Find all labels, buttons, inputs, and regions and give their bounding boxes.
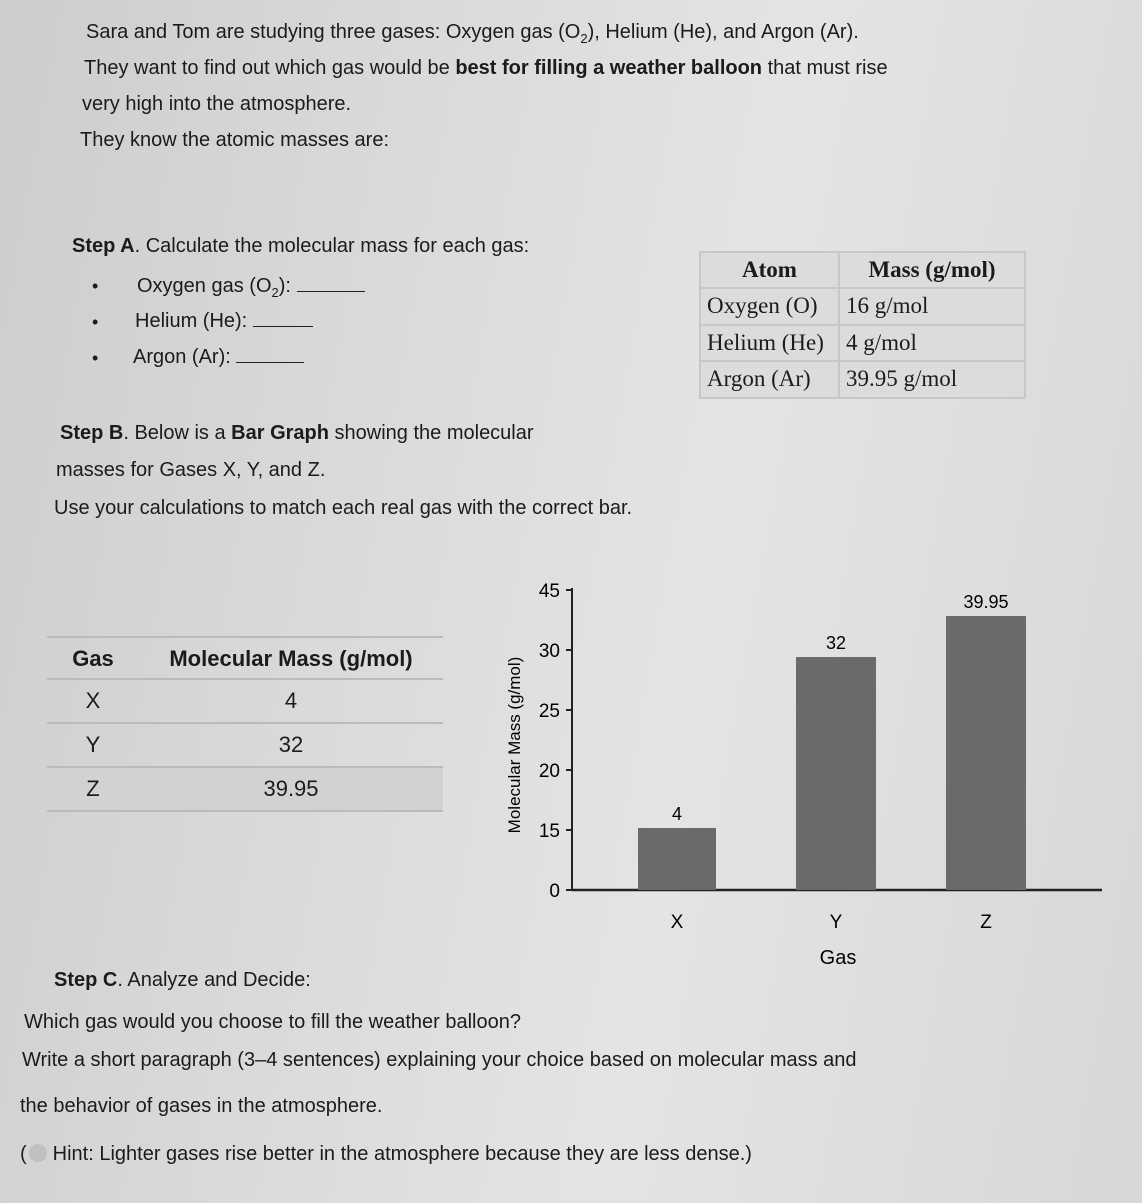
atom-cell: Argon (Ar) <box>700 361 839 397</box>
argon-answer-blank[interactable] <box>236 361 304 363</box>
step-a-helium: Helium (He): <box>135 309 313 333</box>
oxygen-answer-blank[interactable] <box>297 290 365 292</box>
step-c-heading: Step C. Analyze and Decide: <box>54 969 311 991</box>
step-a-heading: Step A. Calculate the molecular mass for each gas: <box>72 235 530 257</box>
y-tick-label: 20 <box>538 761 560 782</box>
intro-line-2: They want to find out which gas would be best for filling a weather balloon that must rise <box>84 57 888 79</box>
molecular-mass-cell: 4 <box>139 679 443 723</box>
molecular-mass-bar-chart <box>480 560 1110 980</box>
bar-z <box>946 616 1026 890</box>
molecular-mass-cell: 32 <box>139 723 443 767</box>
x-tick-label: Z <box>980 912 992 933</box>
bar-y <box>796 657 876 890</box>
gas-cell: X <box>47 679 139 723</box>
hint-text: ( Hint: Lighter gases rise better in the atmosphere because they are less dense.) <box>20 1143 752 1165</box>
bar-data-label: 32 <box>825 633 847 654</box>
step-a-argon: Argon (Ar): <box>133 345 304 369</box>
mass-header: Mass (g/mol) <box>839 252 1025 288</box>
bullet-icon: • <box>92 348 99 368</box>
bar-data-label: 4 <box>671 804 683 824</box>
gas-cell: Y <box>47 723 139 767</box>
intro-line-4: They know the atomic masses are: <box>80 129 390 151</box>
x-tick-label: Y <box>829 912 843 933</box>
x-tick-label: X <box>670 912 684 933</box>
gas-mass-table <box>47 636 443 812</box>
atomic-mass-table <box>699 251 1026 399</box>
y-tick-label: 30 <box>538 641 560 662</box>
bullet-icon: • <box>92 276 99 296</box>
atom-header: Atom <box>700 252 839 288</box>
y-tick-label: 25 <box>538 701 560 722</box>
molecular-mass-cell: 39.95 <box>139 767 443 811</box>
step-b-line-2: masses for Gases X, Y, and Z. <box>56 459 326 481</box>
y-tick-label: 15 <box>538 821 560 842</box>
mass-cell: 39.95 g/mol <box>839 361 1025 397</box>
step-c-question: Which gas would you choose to fill the weather balloon? <box>24 1011 521 1033</box>
bar-data-label: 39.95 <box>963 592 1009 613</box>
step-c-instruction-1: Write a short paragraph (3–4 sentences) explaining your choice based on molecular mass and <box>22 1049 857 1071</box>
intro-line-1: Sara and Tom are studying three gases: Oxygen gas $(O_2)$, Helium (He), and Argon (Ar). <box>86 21 859 46</box>
y-tick-label: 0 <box>549 881 560 902</box>
step-a-oxygen: Oxygen gas $(O_2)$: <box>137 274 365 301</box>
lightbulb-icon <box>29 1144 47 1162</box>
helium-answer-blank[interactable] <box>253 325 313 327</box>
bullet-icon: • <box>92 312 99 332</box>
y-tick-label: 45 <box>538 581 560 602</box>
gas-header: Gas <box>47 637 139 679</box>
atom-cell: Oxygen (O) <box>700 288 839 324</box>
mass-cell: 16 g/mol <box>839 288 1025 324</box>
step-b-heading: Step B. Below is a Bar Graph showing the molecular <box>60 422 534 444</box>
step-c-instruction-2: the behavior of gases in the atmosphere. <box>20 1095 383 1117</box>
y-axis-label: Molecular Mass (g/mol) <box>505 656 524 834</box>
gas-cell: Z <box>47 767 139 811</box>
atom-cell: Helium (He) <box>700 325 839 361</box>
step-b-line-3: Use your calculations to match each real gas with the correct bar. <box>54 497 633 519</box>
x-axis-label: Gas <box>819 947 857 969</box>
mass-cell: 4 g/mol <box>839 325 1025 361</box>
intro-line-3: very high into the atmosphere. <box>82 93 352 115</box>
molecular-mass-header: Molecular Mass (g/mol) <box>139 637 443 679</box>
bar-x <box>638 828 716 890</box>
